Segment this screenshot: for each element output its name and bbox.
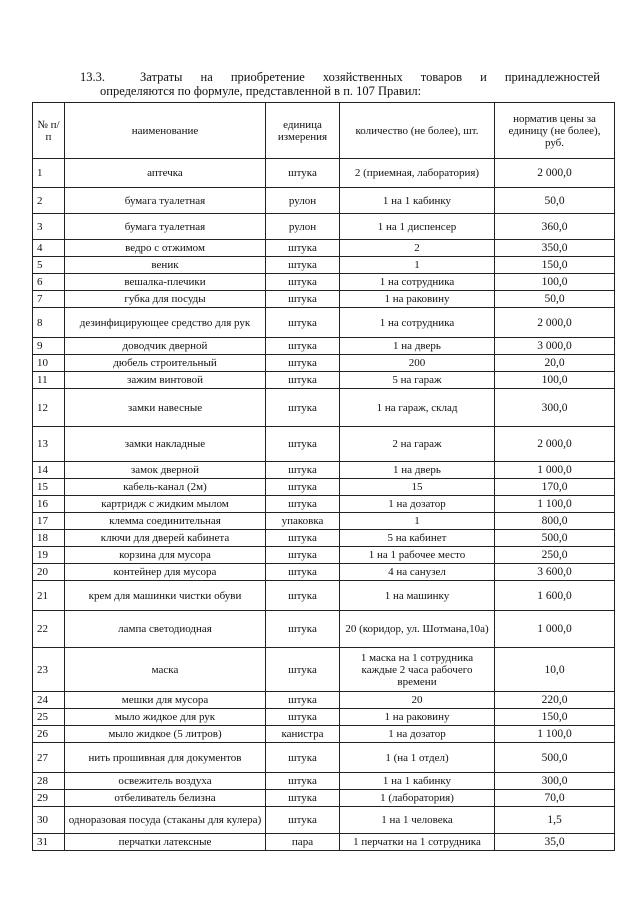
cell-price: 150,0 xyxy=(495,709,615,726)
cell-name: клемма соединительная xyxy=(65,513,266,530)
cell-name: корзина для мусора xyxy=(65,547,266,564)
cell-price: 1 000,0 xyxy=(495,462,615,479)
table-row xyxy=(33,773,615,790)
cell-unit: штука xyxy=(266,743,340,773)
cell-name: доводчик дверной xyxy=(65,338,266,355)
cell-unit: штука xyxy=(266,611,340,648)
cell-num: 1 xyxy=(33,159,65,188)
table-row xyxy=(33,547,615,564)
cell-name: замки навесные xyxy=(65,389,266,427)
cell-unit: штука xyxy=(266,462,340,479)
cell-name: мешки для мусора xyxy=(65,692,266,709)
table-row xyxy=(33,743,615,773)
table-row xyxy=(33,648,615,692)
cell-price: 500,0 xyxy=(495,530,615,547)
cell-name: картридж с жидким мылом xyxy=(65,496,266,513)
cell-unit: штука xyxy=(266,257,340,274)
cell-num: 29 xyxy=(33,790,65,807)
table-row xyxy=(33,308,615,338)
header-num: № п/п xyxy=(33,103,65,159)
cell-unit: штука xyxy=(266,807,340,834)
cell-num: 6 xyxy=(33,274,65,291)
cell-num: 22 xyxy=(33,611,65,648)
cell-qty: 1 на дозатор xyxy=(340,726,495,743)
cell-name: перчатки латексные xyxy=(65,834,266,851)
cell-qty: 1 на раковину xyxy=(340,291,495,308)
cell-qty: 1 xyxy=(340,257,495,274)
cell-unit: штука xyxy=(266,479,340,496)
table-row xyxy=(33,291,615,308)
cell-num: 15 xyxy=(33,479,65,496)
table-body xyxy=(33,159,615,851)
table-header-row xyxy=(33,103,615,159)
cell-qty: 1 на машинку xyxy=(340,581,495,611)
cell-num: 18 xyxy=(33,530,65,547)
cell-unit: штука xyxy=(266,291,340,308)
cell-price: 170,0 xyxy=(495,479,615,496)
cell-price: 500,0 xyxy=(495,743,615,773)
cell-name: бумага туалетная xyxy=(65,214,266,240)
cell-num: 4 xyxy=(33,240,65,257)
table-row xyxy=(33,726,615,743)
cell-qty: 1 на сотрудника xyxy=(340,274,495,291)
cell-unit: штука xyxy=(266,692,340,709)
cell-unit: штука xyxy=(266,372,340,389)
table-row xyxy=(33,807,615,834)
cell-num: 24 xyxy=(33,692,65,709)
cell-unit: штука xyxy=(266,530,340,547)
cell-unit: штука xyxy=(266,355,340,372)
cell-name: нить прошивная для документов xyxy=(65,743,266,773)
cell-price: 800,0 xyxy=(495,513,615,530)
table-row xyxy=(33,530,615,547)
header-qty: количество (не более), шт. xyxy=(340,103,495,159)
cell-price: 50,0 xyxy=(495,188,615,214)
cell-name: аптечка xyxy=(65,159,266,188)
cell-price: 20,0 xyxy=(495,355,615,372)
cell-num: 31 xyxy=(33,834,65,851)
cell-price: 1,5 xyxy=(495,807,615,834)
cell-qty: 2 xyxy=(340,240,495,257)
cell-name: замок дверной xyxy=(65,462,266,479)
cell-name: контейнер для мусора xyxy=(65,564,266,581)
heading-line-1: Затраты на приобретение хозяйственных товаров и принадлежностей xyxy=(140,70,600,84)
cell-price: 1 000,0 xyxy=(495,611,615,648)
cell-name: зажим винтовой xyxy=(65,372,266,389)
cell-name: дюбель строительный xyxy=(65,355,266,372)
cell-unit: штука xyxy=(266,427,340,462)
cell-price: 2 000,0 xyxy=(495,159,615,188)
cell-num: 26 xyxy=(33,726,65,743)
cell-qty: 20 (коридор, ул. Шотмана,10а) xyxy=(340,611,495,648)
cell-name: ключи для дверей кабинета xyxy=(65,530,266,547)
cell-qty: 1 на 1 рабочее место xyxy=(340,547,495,564)
table-row xyxy=(33,581,615,611)
cell-num: 17 xyxy=(33,513,65,530)
cell-num: 5 xyxy=(33,257,65,274)
cell-price: 50,0 xyxy=(495,291,615,308)
cell-price: 1 600,0 xyxy=(495,581,615,611)
cell-num: 23 xyxy=(33,648,65,692)
cell-num: 27 xyxy=(33,743,65,773)
cell-unit: штука xyxy=(266,338,340,355)
cell-price: 1 100,0 xyxy=(495,496,615,513)
cell-num: 2 xyxy=(33,188,65,214)
table-row xyxy=(33,372,615,389)
cell-name: ведро с отжимом xyxy=(65,240,266,257)
cell-num: 16 xyxy=(33,496,65,513)
cell-name: кабель-канал (2м) xyxy=(65,479,266,496)
section-number: 13.3. xyxy=(80,70,105,84)
cell-qty: 20 xyxy=(340,692,495,709)
cell-unit: штука xyxy=(266,648,340,692)
table-row xyxy=(33,188,615,214)
cell-qty: 15 xyxy=(340,479,495,496)
table-row xyxy=(33,338,615,355)
cell-unit: штука xyxy=(266,389,340,427)
table-row xyxy=(33,159,615,188)
cell-unit: штука xyxy=(266,159,340,188)
heading-line-2: определяются по формуле, представленной в п. 107 Правил: xyxy=(100,84,422,98)
cell-num: 13 xyxy=(33,427,65,462)
cell-name: мыло жидкое для рук xyxy=(65,709,266,726)
cell-qty: 1 на 1 диспенсер xyxy=(340,214,495,240)
cell-num: 3 xyxy=(33,214,65,240)
cell-price: 35,0 xyxy=(495,834,615,851)
cell-qty: 1 на 1 человека xyxy=(340,807,495,834)
cell-unit: штука xyxy=(266,790,340,807)
cell-name: губка для посуды xyxy=(65,291,266,308)
table-row xyxy=(33,240,615,257)
table-row xyxy=(33,274,615,291)
cell-price: 70,0 xyxy=(495,790,615,807)
cell-qty: 1 маска на 1 сотрудника каждые 2 часа рабочего времени xyxy=(340,648,495,692)
cell-num: 12 xyxy=(33,389,65,427)
cell-qty: 1 на дверь xyxy=(340,462,495,479)
cell-unit: штука xyxy=(266,773,340,790)
table-row xyxy=(33,790,615,807)
cell-name: крем для машинки чистки обуви xyxy=(65,581,266,611)
cell-unit: штука xyxy=(266,547,340,564)
table-row xyxy=(33,257,615,274)
cell-price: 150,0 xyxy=(495,257,615,274)
table-row xyxy=(33,389,615,427)
cell-name: освежитель воздуха xyxy=(65,773,266,790)
cell-name: замки накладные xyxy=(65,427,266,462)
cell-qty: 200 xyxy=(340,355,495,372)
cell-unit: штука xyxy=(266,581,340,611)
cell-unit: штука xyxy=(266,274,340,291)
cell-qty: 4 на санузел xyxy=(340,564,495,581)
cell-name: маска xyxy=(65,648,266,692)
cell-num: 8 xyxy=(33,308,65,338)
cell-qty: 5 на кабинет xyxy=(340,530,495,547)
cell-unit: пара xyxy=(266,834,340,851)
cell-qty: 1 на гараж, склад xyxy=(340,389,495,427)
table-row xyxy=(33,692,615,709)
table-row xyxy=(33,462,615,479)
cell-unit: штука xyxy=(266,496,340,513)
cell-price: 3 600,0 xyxy=(495,564,615,581)
cell-unit: упаковка xyxy=(266,513,340,530)
cell-price: 100,0 xyxy=(495,372,615,389)
cell-price: 360,0 xyxy=(495,214,615,240)
table-row xyxy=(33,834,615,851)
cell-name: лампа светодиодная xyxy=(65,611,266,648)
cell-qty: 1 на 1 кабинку xyxy=(340,188,495,214)
cell-qty: 1 xyxy=(340,513,495,530)
table-row xyxy=(33,513,615,530)
cell-unit: штука xyxy=(266,564,340,581)
cell-price: 1 100,0 xyxy=(495,726,615,743)
cell-unit: рулон xyxy=(266,188,340,214)
header-unit: единица измерения xyxy=(266,103,340,159)
table-row xyxy=(33,214,615,240)
cell-price: 250,0 xyxy=(495,547,615,564)
cell-name: одноразовая посуда (стаканы для кулера) xyxy=(65,807,266,834)
cell-qty: 1 (лаборатория) xyxy=(340,790,495,807)
cell-qty: 1 на 1 кабинку xyxy=(340,773,495,790)
cell-num: 10 xyxy=(33,355,65,372)
cell-price: 300,0 xyxy=(495,773,615,790)
cell-qty: 5 на гараж xyxy=(340,372,495,389)
cell-qty: 1 перчатки на 1 сотрудника xyxy=(340,834,495,851)
table-row xyxy=(33,427,615,462)
cell-num: 25 xyxy=(33,709,65,726)
header-name: наименование xyxy=(65,103,266,159)
table-row xyxy=(33,564,615,581)
cell-name: вешалка-плечики xyxy=(65,274,266,291)
cell-qty: 1 на дверь xyxy=(340,338,495,355)
cell-unit: канистра xyxy=(266,726,340,743)
cell-name: дезинфицирующее средство для рук xyxy=(65,308,266,338)
cell-price: 220,0 xyxy=(495,692,615,709)
cell-num: 7 xyxy=(33,291,65,308)
table-row xyxy=(33,355,615,372)
cell-name: мыло жидкое (5 литров) xyxy=(65,726,266,743)
cell-qty: 2 на гараж xyxy=(340,427,495,462)
cell-name: веник xyxy=(65,257,266,274)
table-row xyxy=(33,709,615,726)
table-row xyxy=(33,496,615,513)
cell-num: 20 xyxy=(33,564,65,581)
cell-qty: 1 на сотрудника xyxy=(340,308,495,338)
cell-price: 10,0 xyxy=(495,648,615,692)
table-row xyxy=(33,479,615,496)
cell-price: 2 000,0 xyxy=(495,427,615,462)
cell-name: отбеливатель белизна xyxy=(65,790,266,807)
table-row xyxy=(33,611,615,648)
cell-unit: штука xyxy=(266,709,340,726)
header-price: норматив цены за единицу (не более), руб. xyxy=(495,103,615,159)
cell-price: 100,0 xyxy=(495,274,615,291)
cell-num: 28 xyxy=(33,773,65,790)
cell-unit: штука xyxy=(266,240,340,257)
cell-price: 2 000,0 xyxy=(495,308,615,338)
cell-num: 21 xyxy=(33,581,65,611)
cell-num: 11 xyxy=(33,372,65,389)
cell-num: 30 xyxy=(33,807,65,834)
cell-price: 3 000,0 xyxy=(495,338,615,355)
cell-unit: рулон xyxy=(266,214,340,240)
cell-qty: 2 (приемная, лаборатория) xyxy=(340,159,495,188)
supplies-table xyxy=(32,102,615,851)
cell-unit: штука xyxy=(266,308,340,338)
cell-price: 350,0 xyxy=(495,240,615,257)
cell-num: 19 xyxy=(33,547,65,564)
cell-name: бумага туалетная xyxy=(65,188,266,214)
cell-qty: 1 (на 1 отдел) xyxy=(340,743,495,773)
cell-num: 9 xyxy=(33,338,65,355)
cell-num: 14 xyxy=(33,462,65,479)
cell-qty: 1 на дозатор xyxy=(340,496,495,513)
cell-price: 300,0 xyxy=(495,389,615,427)
cell-qty: 1 на раковину xyxy=(340,709,495,726)
